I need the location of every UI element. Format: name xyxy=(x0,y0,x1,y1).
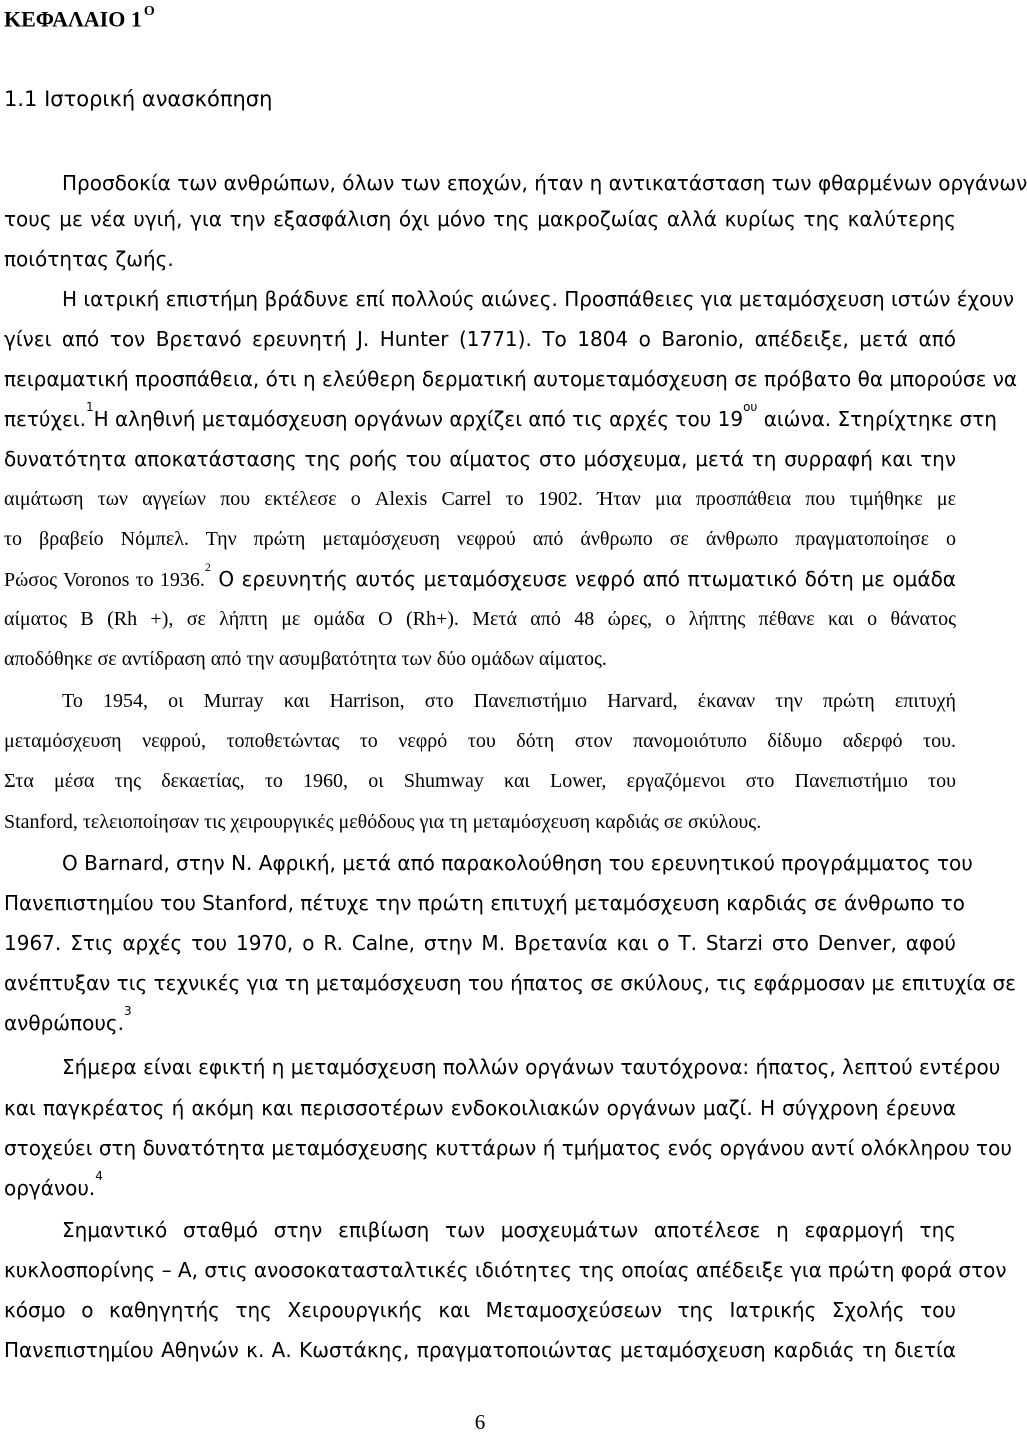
text-line: 1967. Στις αρχές του 1970, ο R. Calne, στην Μ. Βρετανία και ο Τ. Starzi στο Denver, αφού xyxy=(4,931,956,955)
text-line: στοχεύει στη δυνατότητα μεταμόσχευσης κυττάρων ή τμήματος ενός οργάνου αντί ολόκληρου του xyxy=(4,1136,1012,1160)
section-heading: 1.1 Ιστορική ανασκόπηση xyxy=(4,87,273,111)
footnote-ref: 4 xyxy=(95,1169,103,1184)
text-fragment: πετύχει. xyxy=(4,407,86,431)
text-fragment: Η αληθινή μεταμόσχευση οργάνων αρχίζει από τις αρχές του 19 xyxy=(93,407,744,431)
text-line: Σήμερα είναι εφικτή η μεταμόσχευση πολλών οργάνων ταυτόχρονα: ήπατος, λεπτού εντέρου xyxy=(62,1055,1001,1079)
text-line: και παγκρέατος ή ακόμη και περισσοτέρων ενδοκοιλιακών οργάνων μαζί. Η σύγχρονη έρευνα xyxy=(4,1096,956,1120)
text-fragment: αιώνα. Στηρίχτηκε στη xyxy=(757,407,997,431)
footnote-ref: 3 xyxy=(123,1004,132,1019)
ordinal-superscript: ου xyxy=(743,400,758,415)
text-line: Η ιατρική επιστήμη βράδυνε επί πολλούς αιώνες. Προσπάθειες για μεταμόσχευση ιστών έχουν xyxy=(62,287,1015,311)
text-line: πειραματική προσπάθεια, ότι η ελεύθερη δερματική αυτομεταμόσχευση σε πρόβατο θα μπορούσε να xyxy=(4,367,1018,391)
text-fragment: Ρώσος Voronos το 1936. xyxy=(4,569,205,591)
page-number: 6 xyxy=(474,1410,486,1434)
text-line xyxy=(4,1169,956,1200)
text-line: αποδόθηκε σε αντίδραση από την ασυμβατότητα των δύο ομάδων αίματος. xyxy=(4,648,607,670)
text-line: ποιότητας ζωής. xyxy=(4,247,174,271)
text-line: αιμάτωση των αγγείων που εκτέλεσε ο Alexis Carrel το 1902. Ήταν μια προσπάθεια που τιμήθηκε με xyxy=(4,488,956,510)
text-line: Το 1954, οι Murray και Harrison, στο Πανεπιστήμιο Harvard, έκαναν την πρώτη επιτυχή xyxy=(62,690,956,712)
text-line: τους με νέα υγιή, για την εξασφάλιση όχι μόνο της μακροζωίας αλλά κυρίως της καλύτερης xyxy=(4,207,956,231)
text-line: Πανεπιστημίου του Stanford, πέτυχε την πρώτη επιτυχή μεταμόσχευση καρδιάς σε άνθρωπο το xyxy=(4,891,965,915)
text-line: κόσμο ο καθηγητής της Χειρουργικής και Μεταμοσχεύσεων της Ιατρικής Σχολής του xyxy=(4,1298,956,1322)
text-line xyxy=(4,560,956,592)
text-line xyxy=(4,400,997,431)
text-line xyxy=(4,1004,956,1035)
chapter-superscript: Ο xyxy=(143,4,155,19)
text-line: το βραβείο Νόμπελ. Την πρώτη μεταμόσχευση νεφρού από άνθρωπο σε άνθρωπο πραγματοποίησε ο xyxy=(4,528,956,550)
text-line: Πανεπιστημίου Αθηνών κ. Α. Κωστάκης, πραγματοποιώντας μεταμόσχευση καρδιάς τη διετία xyxy=(4,1338,956,1362)
text-line: Ο Barnard, στην Ν. Αφρική, μετά από παρακολούθηση του ερευνητικού προγράμματος του xyxy=(62,851,973,875)
text-line: Προσδοκία των ανθρώπων, όλων των εποχών, ήταν η αντικατάσταση των φθαρμένων οργάνων xyxy=(62,171,1027,195)
text-line: Stanford, τελειοποίησαν τις χειρουργικές μεθόδους για τη μεταμόσχευση καρδιάς σε σκύλους. xyxy=(4,811,762,833)
text-line: Σημαντικό σταθμό στην επιβίωση των μοσχευμάτων αποτέλεσε η εφαρμογή της xyxy=(62,1218,956,1242)
text-line: μεταμόσχευση νεφρού, τοποθετώντας το νεφρό του δότη στον πανομοιότυπο δίδυμο αδερφό του. xyxy=(4,730,956,752)
text-line: γίνει από τον Βρετανό ερευνητή J. Hunter (1771). Το 1804 ο Baronio, απέδειξε, μετά από xyxy=(4,327,956,351)
footnote-ref: 2 xyxy=(204,560,211,575)
text-line: Στα μέσα της δεκαετίας, το 1960, οι Shumway και Lower, εργαζόμενοι στο Πανεπιστήμιο του xyxy=(4,770,956,792)
text-fragment: Ο ερευνητής αυτός μεταμόσχευσε νεφρό από πτωματικό δότη με ομάδα xyxy=(210,567,956,591)
chapter-title: ΚΕΦΑΛΑΙΟ 1 xyxy=(4,6,142,32)
text-line: δυνατότητα αποκατάστασης της ροής του αίματος στο μόσχευμα, μετά τη συρραφή και την xyxy=(4,447,956,471)
footnote-ref: 1 xyxy=(85,400,94,415)
text-line: κυκλοσπορίνης – Α, στις ανοσοκατασταλτικές ιδιότητες της οποίας απέδειξε για πρώτη φορά στον xyxy=(4,1258,1007,1282)
chapter-heading xyxy=(4,2,155,32)
text-line: αίματος Β (Rh +), σε λήπτη με ομάδα Ο (Rh+). Μετά από 48 ώρες, ο λήπτης πέθανε και ο θάνατος xyxy=(4,608,956,630)
text-line: ανέπτυξαν τις τεχνικές για τη μεταμόσχευση του ήπατος σε σκύλους, τις εφάρμοσαν με επιτυχία σε xyxy=(4,971,1016,995)
text-fragment: οργάνου. xyxy=(4,1176,96,1200)
text-fragment: ανθρώπους. xyxy=(4,1011,124,1035)
